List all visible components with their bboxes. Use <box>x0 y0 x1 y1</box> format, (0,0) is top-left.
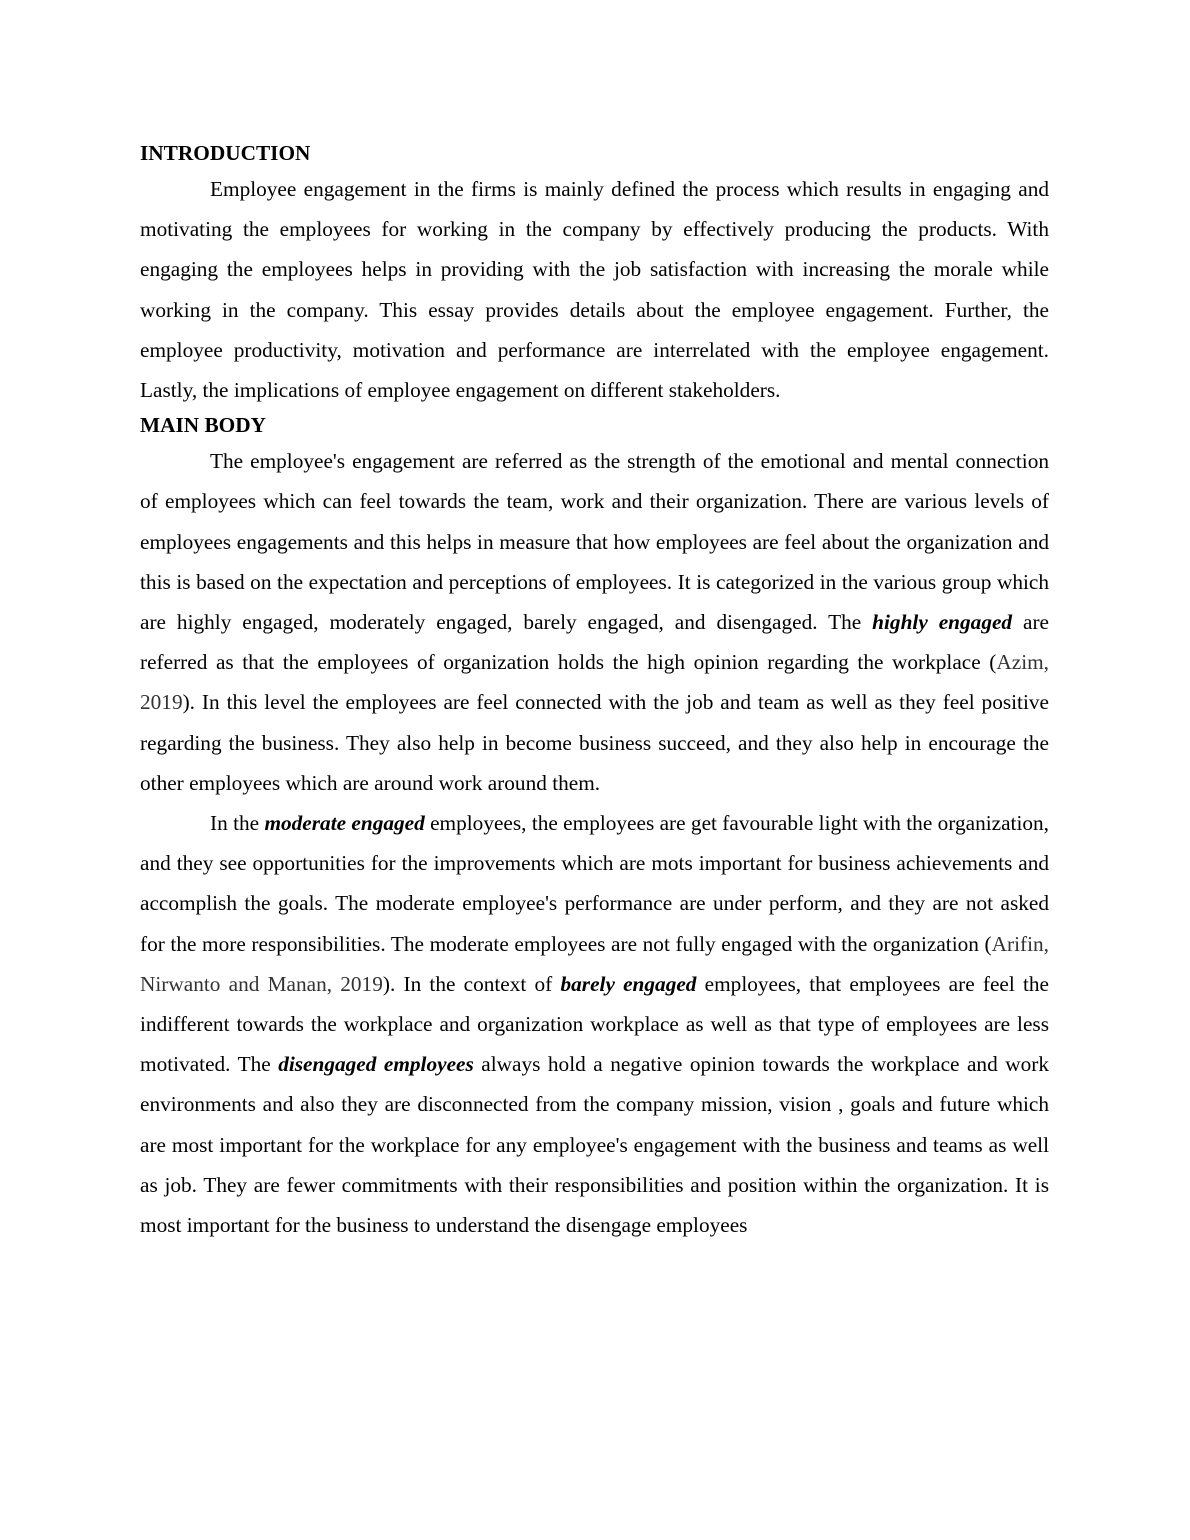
citation-arifin: Arifin, Nirwanto and Manan, 2019 <box>140 931 1049 996</box>
body-p1-text-3: ). In this level the employees are feel connected with the job and team as well as they feel positive regarding the business. They also help in become business succeed, and they also help in encourage the other employees which are around work around them. <box>140 690 1049 795</box>
citation-azim: Azim, 2019 <box>140 650 1049 715</box>
body-p1-text-1: The employee's engagement are referred as the strength of the emotional and mental connection of employees which can feel towards the team, work and their organization. There are various levels of employees engagements and this helps in measure that how employees are feel about the organization and this is based on the expectation and perceptions of employees. It is categorized in the various group which are highly engaged, moderately engaged, barely engaged, and disengaged. The <box>140 449 1049 635</box>
main-body-heading: MAIN BODY <box>140 413 267 438</box>
term-barely-engaged: barely engaged <box>560 971 697 996</box>
term-moderate-engaged: moderate engaged <box>264 811 425 836</box>
body-p2-text-2: employees, the employees are get favourable light with the organization, and they see opportunities for the improvements which are mots important for business achievements and accomplish the goals. The moderate employee's performance are under perform, and they are not asked for the more responsibilities. The moderate employees are not fully engaged with the organization ( <box>140 811 1049 956</box>
intro-heading: INTRODUCTION <box>140 141 311 165</box>
body-p2-text-5: always hold a negative opinion towards the workplace and work environments and also they are disconnected from the company mission, vision , goals and future which are most important for the workplace for any employee's engagement with the business and teams as well as job. They are fewer commitments with their responsibilities and position within the organization. It is most important for the business to understand the disengage employees <box>140 1052 1049 1238</box>
term-highly-engaged: highly engaged <box>872 610 1013 635</box>
term-disengaged-employees: disengaged employees <box>278 1052 474 1077</box>
body-p2-text-1: In the <box>210 811 265 836</box>
intro-paragraph: Employee engagement in the firms is mainly defined the process which results in engaging and motivating the employees for working in the company by effectively producing the products. With engaging the employees helps in providing with the job satisfaction with increasing the morale while working in the company. This essay provides details about the employee engagement. Further, the employee productivity, motivation and performance are interrelated with the employee engagement. Lastly, the implications of employee engagement on different stakeholders. <box>140 177 1049 403</box>
body-p1-text-2: are referred as that the employees of organization holds the high opinion regarding the workplace ( <box>140 610 1050 675</box>
document-page <box>140 138 1049 1245</box>
body-p2-text-3: ). In the context of <box>382 971 561 996</box>
body-p2-text-4: employees, that employees are feel the indifferent towards the workplace and organization workplace as well as that type of employees are less motivated. The <box>140 971 1050 1077</box>
body-paragraph-2 <box>140 803 1049 1245</box>
body-paragraph-1 <box>140 441 1049 803</box>
